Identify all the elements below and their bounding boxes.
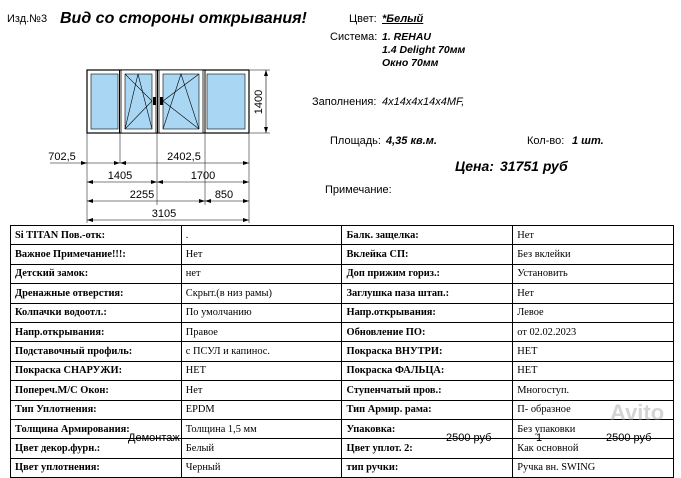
spec-value-left: EPDM [181, 400, 342, 419]
system-line-1: 1. REHAU [382, 31, 432, 43]
color-value: *Белый [382, 13, 424, 25]
glass-pane-left [91, 74, 118, 129]
spec-key-right: Заглушка паза штап.: [342, 284, 513, 303]
dim-total: 3105 [151, 208, 177, 220]
spec-key-left: Цвет уплотнения: [11, 458, 182, 477]
spec-value-right: НЕТ [513, 361, 674, 380]
spec-key-left: Тип Уплотнения: [11, 400, 182, 419]
spec-key-right: Цвет уплот. 2: [342, 439, 513, 458]
spec-key-left: Подставочный профиль: [11, 342, 182, 361]
price-label: Цена: [455, 158, 494, 174]
spec-key-left: Дренажные отверстия: [11, 284, 182, 303]
spec-key-right: Вклейка СП: [342, 245, 513, 264]
spec-row [11, 264, 674, 283]
price-value: 31751 руб [500, 158, 568, 174]
spec-key-left: Покраска СНАРУЖИ: [11, 361, 182, 380]
note-label: Примечание: [325, 184, 392, 196]
spec-value-left: Скрыт.(в низ рамы) [181, 284, 342, 303]
spec-value-left: с ПСУЛ и капинос. [181, 342, 342, 361]
spec-key-left: Толщина Армирования: [11, 419, 182, 438]
spec-table [10, 225, 674, 478]
spec-value-right: от 02.02.2023 [513, 322, 674, 341]
quantity-label: Кол-во: [527, 135, 565, 147]
glass-pane-right [207, 74, 245, 129]
spec-key-left: Напр.открывания: [11, 322, 182, 341]
spec-value-left: Белый [181, 439, 342, 458]
spec-value-left: По умолчанию [181, 303, 342, 322]
spec-value-right: Установить [513, 264, 674, 283]
spec-value-right: П- образное [513, 400, 674, 419]
spec-value-right: Нет [513, 226, 674, 245]
area-value: 4,35 кв.м. [386, 135, 437, 147]
spec-value-right: Многоступ. [513, 381, 674, 400]
spec-row [11, 400, 674, 419]
spec-key-left: Колпачки водоотл.: [11, 303, 182, 322]
dim-2255: 2255 [129, 189, 155, 201]
spec-key-right: тип ручки: [342, 458, 513, 477]
window-drawing [0, 0, 300, 225]
filling-value: 4x14x4x14x4MF, [382, 96, 465, 108]
spec-key-right: Упаковка: [342, 419, 513, 438]
spec-row [11, 419, 674, 438]
spec-key-left: Цвет декор.фурн.: [11, 439, 182, 458]
spec-row [11, 322, 674, 341]
footer-total: 2500 руб [606, 432, 652, 444]
spec-value-left: Правое [181, 322, 342, 341]
footer-price: 2500 руб [446, 432, 492, 444]
spec-value-right: Как основной [513, 439, 674, 458]
spec-value-left: НЕТ [181, 361, 342, 380]
spec-row [11, 303, 674, 322]
spec-row [11, 381, 674, 400]
spec-row [11, 245, 674, 264]
filling-label: Заполнения: [312, 96, 377, 108]
glass-pane-sash-left [125, 74, 152, 129]
spec-key-right: Доп прижим гориз.: [342, 264, 513, 283]
item-number: Изд.№3 [7, 13, 48, 25]
spec-value-left: . [181, 226, 342, 245]
spec-key-right: Тип Армир. рама: [342, 400, 513, 419]
spec-value-left: Нет [181, 381, 342, 400]
footer-service: Демонтаж [128, 432, 180, 444]
quantity-value: 1 шт. [572, 135, 604, 147]
spec-row [11, 342, 674, 361]
spec-row [11, 284, 674, 303]
spec-key-right: Обновление ПО: [342, 322, 513, 341]
spec-key-right: Покраска ФАЛЬЦА: [342, 361, 513, 380]
area-label: Площадь: [330, 135, 381, 147]
spec-value-left: Нет [181, 245, 342, 264]
spec-value-left: Толщина 1,5 мм [181, 419, 342, 438]
spec-key-right: Ступенчатый пров.: [342, 381, 513, 400]
spec-key-right: Покраска ВНУТРИ: [342, 342, 513, 361]
spec-key-left: Попереч.М/С Окон: [11, 381, 182, 400]
spec-row [11, 226, 674, 245]
spec-row [11, 439, 674, 458]
spec-row [11, 361, 674, 380]
color-label: Цвет: [349, 13, 377, 25]
spec-value-right: Ручка вн. SWING [513, 458, 674, 477]
system-label: Система: [330, 31, 378, 43]
handle-left [153, 97, 156, 105]
spec-key-right: Напр.открывания: [342, 303, 513, 322]
footer-qty: 1 [536, 432, 543, 444]
system-line-2: 1.4 Delight 70мм [382, 44, 466, 56]
watermark-logo: Avito [610, 400, 665, 425]
spec-value-right: НЕТ [513, 342, 674, 361]
dim-top-width: 2402,5 [167, 151, 201, 163]
spec-key-left: Si TITAN Пов.-отк: [11, 226, 182, 245]
spec-row [11, 458, 674, 477]
spec-value-right: Без упаковки [513, 419, 674, 438]
dim-850: 850 [214, 189, 234, 201]
handle-right [160, 97, 163, 105]
spec-key-left: Детский замок: [11, 264, 182, 283]
spec-value-right: Левое [513, 303, 674, 322]
glass-pane-sash-right [163, 74, 199, 129]
system-line-3: Окно 70мм [382, 57, 439, 69]
spec-value-right: Без вклейки [513, 245, 674, 264]
spec-key-right: Балк. защелка: [342, 226, 513, 245]
spec-value-right: Нет [513, 284, 674, 303]
dim-1405: 1405 [107, 170, 133, 182]
spec-value-left: Черный [181, 458, 342, 477]
dim-height: 1400 [253, 89, 265, 115]
dim-1700: 1700 [190, 170, 216, 182]
spec-key-left: Важное Примечание!!!: [11, 245, 182, 264]
spec-value-left: нет [181, 264, 342, 283]
dim-left-offset: 702,5 [48, 151, 76, 163]
view-title: Вид со стороны открывания! [60, 10, 307, 27]
